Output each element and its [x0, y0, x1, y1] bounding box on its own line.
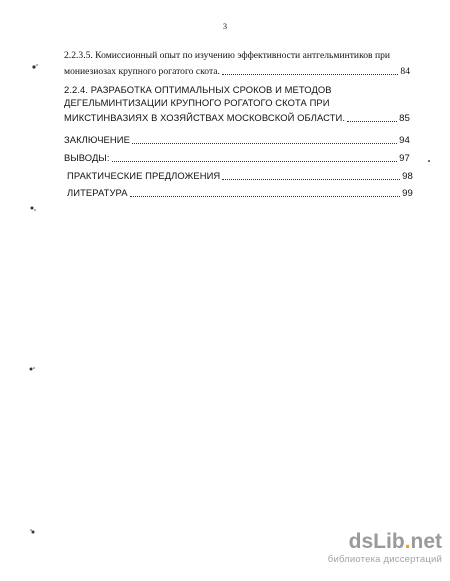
dot-leader — [132, 132, 397, 144]
watermark-logo: dsLib.net — [348, 530, 442, 553]
dot-leader — [222, 168, 400, 180]
dot-leader — [112, 150, 398, 162]
toc-entry-literature[interactable] — [64, 184, 413, 200]
toc-page-number: 94 — [399, 135, 410, 146]
scan-speck-icon — [27, 364, 37, 374]
dot-leader — [347, 110, 397, 122]
scan-speck-icon — [426, 158, 432, 164]
page-number: 3 — [223, 22, 227, 31]
toc-page-number: 98 — [402, 171, 413, 182]
toc-entry-text: ЗАКЛЮЧЕНИЕ — [64, 134, 130, 145]
toc-page-number: 97 — [399, 153, 410, 164]
toc-entry-text: МИКСТИНВАЗИЯХ В ХОЗЯЙСТВАХ МОСКОВСКОЙ ОБЛАСТИ. — [64, 112, 346, 123]
toc-entry-practical-proposals[interactable] — [64, 167, 413, 183]
toc-entry-text: 2.2.3.5. Комиссионный опыт по изучению эффективности антгельминтиков при — [64, 50, 391, 61]
dot-leader — [222, 63, 398, 75]
scan-speck-icon — [28, 203, 38, 213]
toc-entry-text: ДЕГЕЛЬМИНТИЗАЦИИ КРУПНОГО РОГАТОГО СКОТА ПРИ — [64, 97, 330, 108]
toc-page-number: 84 — [400, 66, 410, 77]
toc-page-number: 99 — [402, 188, 413, 199]
toc-entry-findings[interactable] — [64, 149, 410, 165]
site-watermark[interactable] — [292, 531, 442, 571]
dot-leader — [130, 185, 401, 197]
toc-page-number: 85 — [399, 113, 410, 124]
toc-entry-text: ПРАКТИЧЕСКИЕ ПРЕДЛОЖЕНИЯ — [67, 170, 221, 181]
watermark-tagline: библиотека диссертаций — [327, 554, 442, 565]
toc-entry-conclusion[interactable] — [64, 131, 410, 147]
scan-speck-icon — [28, 527, 38, 537]
scan-speck-icon — [30, 62, 40, 72]
toc-entry-text: мониезиозах крупного рогатого скота. — [64, 66, 220, 77]
toc-entry-text: 2.2.4. РАЗРАБОТКА ОПТИМАЛЬНЫХ СРОКОВ И МЕТОДОВ — [64, 84, 332, 95]
toc-entry-text: ВЫВОДЫ: — [64, 152, 110, 163]
toc-entry-2-2-3-5[interactable] — [64, 49, 410, 78]
toc-entry-2-2-4[interactable] — [64, 83, 410, 125]
toc-entry-text: ЛИТЕРАТУРА — [67, 187, 128, 198]
